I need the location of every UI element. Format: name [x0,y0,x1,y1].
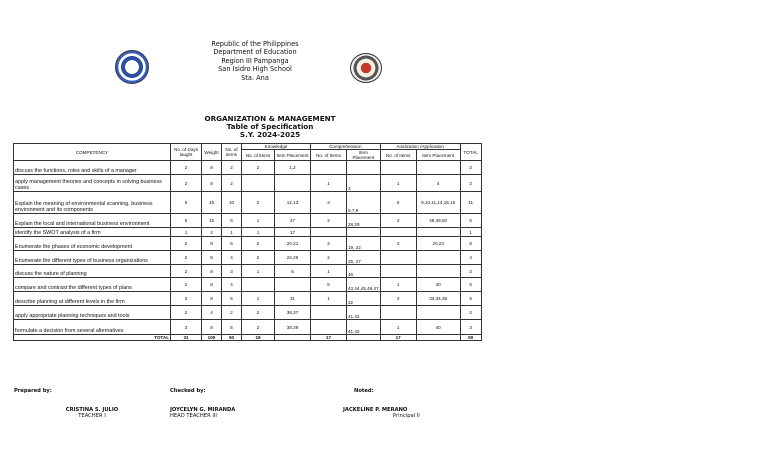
weight-cell: 8 [202,161,222,175]
total-cell: 4 [460,251,481,265]
analization-items-cell: 6 [380,192,416,214]
header-line-region: Region III Pampanga [221,56,289,65]
days-taught-cell: 2 [171,161,202,175]
days-taught-cell: 1 [171,228,202,237]
total-days-cell: 31 [171,335,202,341]
table-row [14,237,482,251]
analization-placement-cell [416,251,460,265]
analization-placement-cell: 4 [416,175,460,192]
comprehension-placement-cell: 28,29 [347,214,381,228]
knowledge-items-cell: 1 [242,265,275,278]
table-row [14,192,482,214]
table-row [14,228,482,237]
grand-total-cell: 50 [460,335,481,341]
competency-cell: apply appropriate planning techniques and tools [14,306,171,320]
items-cell: 6 [222,237,242,251]
weight-cell: 8 [202,265,222,278]
total-comprehension-items-cell: 17 [311,335,347,341]
items-cell: 5 [222,320,242,335]
days-taught-cell: 5 [171,192,202,214]
total-weight-cell: 100 [202,335,222,341]
header-total: TOTAL [460,144,481,161]
weight-cell: 8 [202,278,222,292]
comprehension-items-cell [311,228,347,237]
header-line-republic: Republic of the Philippines [211,40,299,48]
comprehension-placement-cell: 46 [347,265,381,278]
competency-cell: formulate a decision from several alternatives [14,320,171,335]
header-days-taught: No. of Days taught [171,144,202,161]
days-taught-cell: 2 [171,251,202,265]
table-row [14,320,482,335]
knowledge-placement-cell [275,278,311,292]
header-comprehension-items: No. of Items [311,150,347,161]
knowledge-items-cell: 1 [242,292,275,306]
header-comprehension-placement: Item Placement [347,150,381,161]
noted-label: Noted: [354,388,374,394]
comprehension-items-cell: 1 [311,175,347,192]
total-cell: 2 [460,265,481,278]
weight-cell: 15 [202,192,222,214]
items-cell: 3 [222,265,242,278]
checked-by-name: JOYCELYN G. MIRANDA [170,407,236,413]
header-weight: Weight [202,144,222,161]
total-cell: 6 [460,237,481,251]
knowledge-placement-cell: 47 [275,214,311,228]
analization-items-cell: 3 [380,292,416,306]
comprehension-items-cell: 5 [311,278,347,292]
table-row [14,278,482,292]
comprehension-placement-cell: 19, 22 [347,237,381,251]
analization-items-cell: 1 [380,320,416,335]
items-cell: 4 [222,278,242,292]
knowledge-placement-cell: 12,13 [275,192,311,214]
comprehension-placement-cell: 3 [347,175,381,192]
comprehension-items-cell: 3 [311,192,347,214]
competency-cell: Explain the local and international business environment [14,214,171,228]
comprehension-placement-cell: 43,44,45,46,47 [347,278,381,292]
school-year: S.Y. 2024-2025 [239,130,301,140]
header-line-school: San Isidro High School [218,65,292,74]
competency-cell: compare and contrast the different types of plans [14,278,171,292]
weight-cell: 2 [202,228,222,237]
analization-items-cell [380,306,416,320]
total-cell: 2 [460,161,481,175]
table-body [14,161,482,341]
table-row [14,214,482,228]
analization-placement-cell: 40 [416,320,460,335]
header-analization-items: No. of items [380,150,416,161]
analization-placement-cell [416,228,460,237]
header-knowledge: Knowledge [242,144,311,150]
days-taught-cell: 2 [171,306,202,320]
analization-placement-cell: 9,10,11,14,15,16 [416,192,460,214]
knowledge-items-cell: 2 [242,237,275,251]
analization-items-cell [380,265,416,278]
comprehension-placement-cell: 41,42 [347,306,381,320]
letterhead [160,40,350,82]
total-label-cell: TOTAL [14,335,171,341]
knowledge-placement-cell: 5 [275,265,311,278]
table-row [14,251,482,265]
weight-cell: 8 [202,320,222,335]
knowledge-items-cell: 2 [242,306,275,320]
total-cell: 2 [460,175,481,192]
competency-cell: Enumerate the different types of business organizations [14,251,171,265]
analization-placement-cell: 30 [416,278,460,292]
analization-placement-cell: 20,23 [416,237,460,251]
knowledge-placement-cell: 20,21 [275,237,311,251]
weight-cell: 8 [202,175,222,192]
days-taught-cell: 2 [171,265,202,278]
days-taught-cell: 2 [171,175,202,192]
prepared-by-name: CRISTINA S. JULIO [65,407,119,413]
comprehension-items-cell: 2 [311,237,347,251]
items-cell: 4 [222,251,242,265]
table-row [14,306,482,320]
total-cell: 11 [460,192,481,214]
weight-cell: 8 [202,237,222,251]
items-cell: 10 [222,192,242,214]
noted-by-block [343,407,463,419]
knowledge-placement-cell: 1,2 [275,161,311,175]
total-knowledge-items-cell: 16 [242,335,275,341]
competency-cell: discuss the nature of planning [14,265,171,278]
total-analization-items-cell: 17 [380,335,416,341]
document-titles [150,115,390,140]
knowledge-items-cell: 1 [242,214,275,228]
total-cell: 6 [460,214,481,228]
analization-placement-cell [416,161,460,175]
total-items-cell: 50 [222,335,242,341]
total-knowledge-placement-cell [275,335,311,341]
header-competency: COMPETENCY [14,144,171,161]
comprehension-items-cell: 2 [311,214,347,228]
knowledge-placement-cell: 24,26 [275,251,311,265]
total-cell: 6 [460,278,481,292]
analization-items-cell: 2 [380,237,416,251]
prepared-by-block [52,407,132,419]
competency-cell: Explain the meaning of environmental scanning, business environment and its components [14,192,171,214]
header-line-town: Sta. Ana [241,73,269,82]
knowledge-placement-cell: 38,39 [275,320,311,335]
items-cell: 1 [222,228,242,237]
analization-placement-cell [416,306,460,320]
comprehension-placement-cell [347,161,381,175]
analization-items-cell [380,228,416,237]
competency-cell: describe planning at different levels in the firm [14,292,171,306]
knowledge-placement-cell: 17 [275,228,311,237]
comprehension-items-cell [311,306,347,320]
days-taught-cell: 2 [171,278,202,292]
comprehension-placement-cell: 5,7,8 [347,192,381,214]
table-row [14,175,482,192]
knowledge-items-cell: 2 [242,192,275,214]
header-knowledge-items: No. of items [242,150,275,161]
comprehension-items-cell [311,161,347,175]
analization-items-cell [380,251,416,265]
table-row [14,292,482,306]
total-row [14,335,482,341]
analization-items-cell: 1 [380,175,416,192]
knowledge-items-cell [242,175,275,192]
comprehension-items-cell: 1 [311,292,347,306]
days-taught-cell: 3 [171,320,202,335]
total-analization-placement-cell [416,335,460,341]
competency-cell: Enumerate the phases of economic development [14,237,171,251]
table-row [14,161,482,175]
knowledge-items-cell: 2 [242,251,275,265]
total-cell: 3 [460,320,481,335]
document-title: Table of Specification [226,122,314,132]
table-row [14,265,482,278]
header-analization-placement: Item Placement [416,150,460,161]
total-comprehension-placement-cell [347,335,381,341]
school-seal-logo [350,53,382,83]
competency-cell: apply management theories and concepts in solving business cases [14,175,171,192]
knowledge-placement-cell: 36,37 [275,306,311,320]
items-cell: 2 [222,306,242,320]
competency-cell: identify the SWOT analysis of a firm [14,228,171,237]
noted-by-title: Principal II [393,413,420,420]
days-taught-cell: 5 [171,214,202,228]
weight-cell: 15 [202,214,222,228]
analization-items-cell [380,161,416,175]
comprehension-placement-cell [347,228,381,237]
knowledge-placement-cell: 31 [275,292,311,306]
analization-placement-cell: 33,34,35 [416,292,460,306]
checked-by-label: Checked by: [170,388,206,394]
total-cell: 1 [460,228,481,237]
noted-by-name: JACKELINE P. MERANO [343,407,408,413]
total-cell: 2 [460,306,481,320]
header-no-of-items: No. of items [222,144,242,161]
subject-title: ORGANIZATION & MANAGEMENT [204,114,336,123]
knowledge-placement-cell [275,175,311,192]
header-knowledge-placement: Item Placement [275,150,311,161]
analization-items-cell: 3 [380,214,416,228]
comprehension-placement-cell: 32 [347,292,381,306]
comprehension-placement-cell: 25, 27 [347,251,381,265]
comprehension-items-cell: 2 [311,251,347,265]
analization-items-cell: 1 [380,278,416,292]
prepared-by-label: Prepared by: [14,388,52,394]
specification-table [13,143,482,341]
checked-by-title: HEAD TEACHER III [170,413,217,420]
analization-placement-cell [416,265,460,278]
total-cell: 5 [460,292,481,306]
knowledge-items-cell: 2 [242,161,275,175]
checked-by-block [170,407,235,419]
knowledge-items-cell [242,278,275,292]
comprehension-items-cell: 1 [311,265,347,278]
items-cell: 2 [222,175,242,192]
days-taught-cell: 3 [171,292,202,306]
analization-placement-cell: 48,49,50 [416,214,460,228]
competency-cell: discuss the functions, roles and skills of a manager [14,161,171,175]
header-comprehension: Comprehension [311,144,381,150]
knowledge-items-cell: 1 [242,228,275,237]
days-taught-cell: 2 [171,237,202,251]
items-cell: 6 [222,214,242,228]
comprehension-placement-cell: 41,42 [347,320,381,335]
header-line-department: Department of Education [213,48,297,57]
weight-cell: 4 [202,306,222,320]
comprehension-items-cell [311,320,347,335]
deped-seal-logo [115,50,149,84]
prepared-by-title: TEACHER I [78,413,106,420]
header-analization: Analization /Application [380,144,460,150]
weight-cell: 8 [202,251,222,265]
weight-cell: 8 [202,292,222,306]
items-cell: 5 [222,292,242,306]
items-cell: 2 [222,161,242,175]
knowledge-items-cell: 2 [242,320,275,335]
